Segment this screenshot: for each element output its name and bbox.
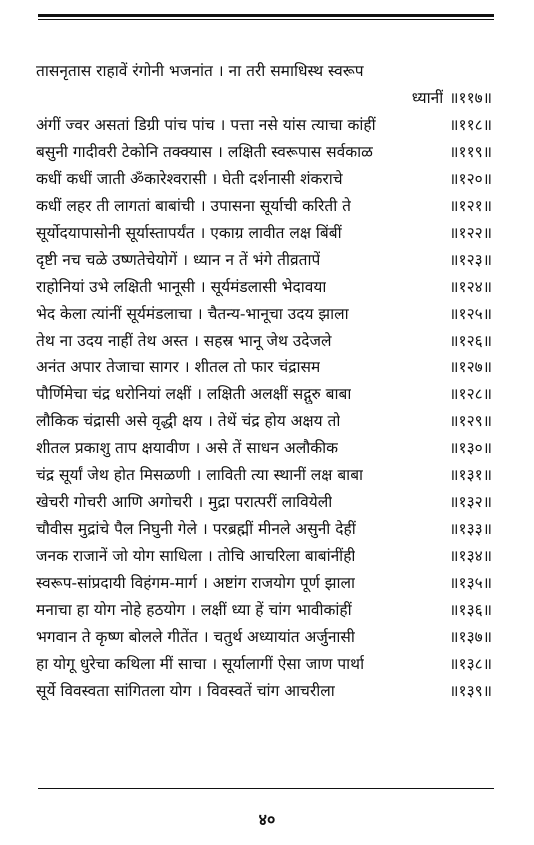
top-rule — [38, 14, 494, 17]
verse-number: ॥११९॥ — [449, 142, 492, 161]
verse-line — [36, 596, 492, 622]
verse-line — [36, 623, 492, 649]
verse-text: भगवान ते कृष्ण बोलले गीतेंत । चतुर्थ अध्यायांत अर्जुनासी — [36, 627, 355, 646]
verse-line — [36, 300, 492, 326]
verse-line — [36, 542, 492, 568]
verse-text: लौकिक चंद्रासी असे वृद्धी क्षय । तेथें चंद्र होय अक्षय तो — [36, 412, 341, 431]
page-number: ४० — [258, 810, 276, 829]
verse-text: राहोनियां उभे लक्षिती भानूसी । सूर्यमंडलासी भेदावया — [36, 277, 327, 296]
verse-text: शीतल प्रकाशु ताप क्षयावीण । असे तें साधन अलौकीक — [36, 439, 339, 458]
verse-number: ॥१२९॥ — [449, 412, 492, 431]
verse-text: खेचरी गोचरी आणि अगोचरी । मुद्रा परात्परीं लावियेली — [36, 493, 333, 512]
bottom-rule — [38, 788, 494, 789]
verse-text: कधीं कधीं जाती ॐकारेश्वरासी । घेती दर्शनासी शंकराचे — [36, 169, 343, 188]
verse-number: ॥१२८॥ — [449, 385, 492, 404]
verse-number: ॥११७॥ — [449, 88, 492, 107]
verse-line — [36, 407, 492, 433]
verse-line — [36, 138, 492, 164]
verse-number: ॥१२३॥ — [449, 250, 492, 269]
verse-text: ध्यानीं — [411, 88, 444, 107]
verse-line — [36, 434, 492, 460]
verse-line — [36, 380, 492, 406]
verse-text: चौवीस मुद्रांचे पैल निघुनी गेले । परब्रह्मीं मीनले असुनी देहीं — [36, 520, 356, 539]
verse-line — [36, 165, 492, 191]
verse-line — [36, 461, 492, 487]
verse-number: ॥१२२॥ — [449, 223, 492, 242]
verse-number: ॥११८॥ — [449, 115, 492, 134]
verse-number: ॥१३०॥ — [449, 439, 492, 458]
verse-number: ॥१३५॥ — [449, 574, 492, 593]
verse-number: ॥१२७॥ — [449, 358, 492, 377]
verse-text: अनंत अपार तेजाचा सागर । शीतल तो फार चंद्रासम — [36, 358, 321, 377]
verse-line — [36, 84, 492, 110]
verse-number: ॥१३६॥ — [449, 601, 492, 619]
verse-text: दृष्टी नच चळे उष्णतेचेयोगें । ध्यान न तें भंगे तीव्रतापें — [36, 250, 321, 269]
verse-number: ॥१३८॥ — [449, 654, 492, 673]
verse-number: ॥१३७॥ — [449, 627, 492, 646]
verse-line — [36, 488, 492, 514]
verse-text: तासनृतास राहावें रंगोनी भजनांत । ना तरी समाधिस्थ स्वरूप — [36, 62, 364, 80]
verse-number: ॥१३९॥ — [449, 681, 492, 700]
verse-text: हा योगू धुरेचा कथिला मीं साचा । सूर्यालागीं ऐसा जाण पार्था — [36, 654, 365, 673]
verse-text: बसुनी गादीवरी टेकोनि तक्क्यास । लक्षिती स्वरूपास सर्वकाळ — [36, 142, 373, 161]
verse-line — [36, 246, 492, 272]
verse-line — [36, 273, 492, 299]
verse-number: ॥१३१॥ — [449, 466, 492, 485]
verse-line — [36, 219, 492, 245]
verse-line — [36, 650, 492, 676]
verse-text: पौर्णिमेचा चंद्र धरोनियां लक्षीं । लक्षिती अलक्षीं सद्गुरु बाबा — [36, 385, 352, 404]
verse-text: चंद्र सूर्यां जेथ होत मिसळणी । लाविती त्या स्थानीं लक्ष बाबा — [36, 466, 364, 485]
verse-line — [36, 111, 492, 137]
verse-number: ॥१२५॥ — [449, 304, 492, 323]
verse-text: अंगीं ज्वर असतां डिग्री पांच पांच । पत्ता नसे यांस त्याचा कांहीं — [36, 115, 376, 134]
verse-line — [36, 327, 492, 353]
verse-line — [36, 353, 492, 379]
top-rule-thin — [38, 19, 494, 20]
verse-line — [36, 515, 492, 541]
verse-number: ॥१२०॥ — [449, 169, 492, 188]
verse-text: तेथ ना उदय नाहीं तेथ अस्त । सहस्र भानू जेथ उदेजले — [36, 331, 332, 350]
verse-text: मनाचा हा योग नोहे हठयोग । लक्षीं ध्या हें चांग भावीकांहीं — [36, 601, 352, 619]
verse-text: जनक राजानें जो योग साधिला । तोचि आचरिला बाबांनींही — [36, 547, 356, 566]
verse-text: भेद केला त्यांनीं सूर्यमंडलाचा । चैतन्य-भानूचा उदय झाला — [36, 304, 349, 323]
verse-line — [36, 57, 492, 83]
verse-number: ॥१२१॥ — [449, 196, 492, 215]
verse-number: ॥१३२॥ — [449, 493, 492, 512]
verse-number: ॥१३४॥ — [449, 547, 492, 566]
verse-text: कधीं लहर ती लागतां बाबांची । उपासना सूर्याची करिती ते — [36, 196, 351, 215]
verse-line — [36, 569, 492, 595]
verse-text: सूर्योदयापासोनी सूर्यास्तापर्यंत । एकाग्र लावीत लक्ष बिंबीं — [36, 223, 342, 242]
verse-text: सूर्ये विवस्वता सांगितला योग । विवस्वतें चांग आचरीला — [36, 681, 335, 700]
verse-number: ॥१२४॥ — [449, 277, 492, 296]
verse-number: ॥१३३॥ — [449, 520, 492, 539]
verse-number: ॥१२६॥ — [449, 331, 492, 350]
verse-line — [36, 677, 492, 703]
verse-line — [36, 192, 492, 218]
verse-text: स्वरूप-सांप्रदायी विहंगम-मार्ग । अष्टांग राजयोग पूर्ण झाला — [36, 574, 356, 593]
